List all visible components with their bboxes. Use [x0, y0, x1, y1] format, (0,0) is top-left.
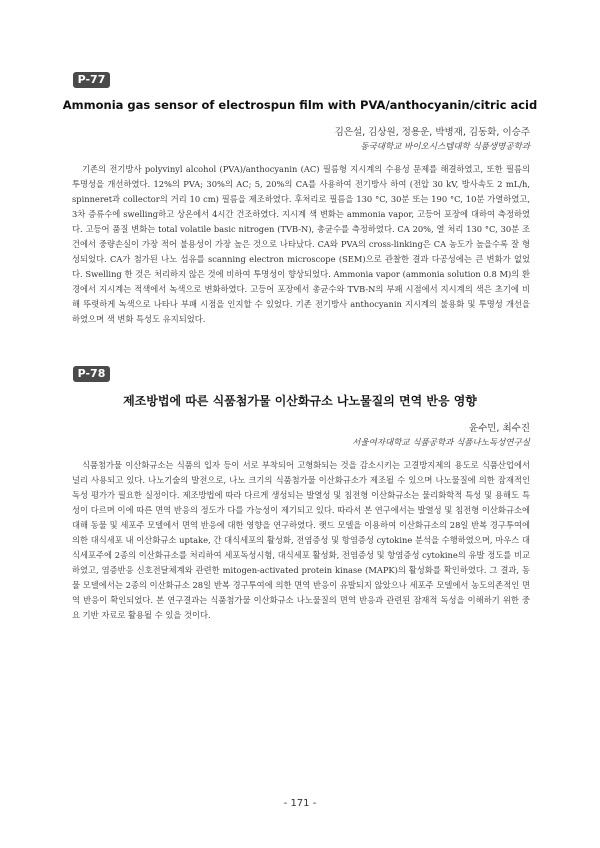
- paper-abstract: 기존의 전기방사 polyvinyl alcohol (PVA)/anthocyanin (AC) 필름형 지시계의 수용성 문제를 해결하였고, 또한 필름의 투명성을 개선하였다. 12%의 PVA; 30%의 AC; 5, 20%의 CA를 사용하여 전기방사 하여 (전압 30 kV, 방사속도 2 mL/h, spinneret과 collector의 거리 10 cm) 필름을 제조하였다. 후처리로 필름을 130 °C, 30분 또는 190 °C, 10분 가열하였고, 3차 증류수에 swelling하고 상온에서 4시간 건조하였다. 지시계 색 변화는 ammonia vapor, 고등어 포장에 대하여 측정하였다. 고등어 품질 변화는 total volatile basic nitrogen (TVB-N), 총균수를 측정하였다. CA 20%, 열 처리 130 °C, 30분 조건에서 중량손실이 가장 적어 불용성이 가장 높은 것으로 나타났다. CA와 PVA의 cross-linking은 CA 농도가 높을수록 잘 형성되었다. CA가 첨가된 나노 섬유를 scanning electron microscope (SEM)으로 관찰한 결과 다공성에는 큰 변화가 없었다. Swelling 한 것은 처리하지 않은 것에 비하여 투명성이 향상되었다. Ammonia vapor (ammonia solution 0.8 M)의 환경에서 지시계는 적색에서 녹색으로 변화하였다. 고등어 포장에서 총균수와 TVB-N의 부패 시점에서 지시계의 색은 초기에 비해 뚜렷하게 녹색으로 나타나 부패 시점을 인지할 수 있었다. 기존 전기방사 anthocyanin 지시계의 불용화 및 투명성 개선을 하였으며 색 변화 특성도 유지되었다.: [72, 164, 530, 324]
- paper-affiliation: 서울여자대학교 식품공학과 식품나노독성연구실: [352, 438, 530, 448]
- paper-badge: P-78: [73, 366, 110, 382]
- page-number: - 171 -: [283, 798, 317, 809]
- paper-abstract: 식품첨가물 이산화규소는 식품의 입자 등이 서로 부착되어 고형화되는 것을 감소시키는 고결방지제의 용도로 식품산업에서 널리 사용되고 있다. 나노기술의 발전으로, 나노 크기의 식품첨가물 이산화규소가 제조될 수 있으며 나노물질에 의한 잠재적인 독성 평가가 필요한 실정이다. 제조방법에 따라 다르게 생성되는 발열성 및 침전형 이산화규소는 물리화학적 특성 및 용해도 특성이 다르며 이에 따른 면역 반응의 정도가 다를 가능성이 제기되고 있다. 따라서 본 연구에서는 발열성 및 침전형 이산화규소에 대해 동물 및 세포주 모델에서 면역 반응에 대한 영향을 연구하였다. 랫드 모델을 이용하여 이산화규소의 28일 반복 경구투여에 의한 대식세포 내 이산화규소 uptake, 간 대식세포의 활성화, 전염증성 및 항염증성 cytokine 분석을 수행하였으며, 마우스 대식세포주에 2종의 이산화규소를 처리하여 세포독성시험, 대식세포 활성화, 전염증성 및 항염증성 cytokine의 유발 정도를 비교하였고, 염증반응 신호전달체계와 관련한 mitogen-activated protein kinase (MAPK)의 활성화를 확인하였다. 그 결과, 동물 모델에서는 2종의 이산화규소 28일 반복 경구투여에 의한 면역 반응이 유발되지 않았으나 세포주 모델에서 농도의존적인 면역 반응이 확인되었다. 본 연구결과는 식품첨가물 이산화규소 나노물질의 면역 반응과 관련된 잠재적 독성을 이해하기 위한 중요 기반 자료로 활용될 수 있을 것이다.: [72, 460, 530, 620]
- paper-title: Ammonia gas sensor of electrospun film with PVA/anthocyanin/citric acid: [62, 98, 538, 112]
- paper-authors: 윤수민, 최수진: [468, 423, 530, 434]
- paper-badge: P-77: [73, 72, 110, 88]
- paper-affiliation: 동국대학교 바이오시스템대학 식품생명공학과: [360, 142, 530, 152]
- paper-authors: 김은설, 김상원, 정용운, 박병재, 김동화, 이승주: [334, 127, 530, 138]
- paper-title: 제조방법에 따른 식품첨가물 이산화규소 나노물질의 면역 반응 영향: [123, 394, 477, 408]
